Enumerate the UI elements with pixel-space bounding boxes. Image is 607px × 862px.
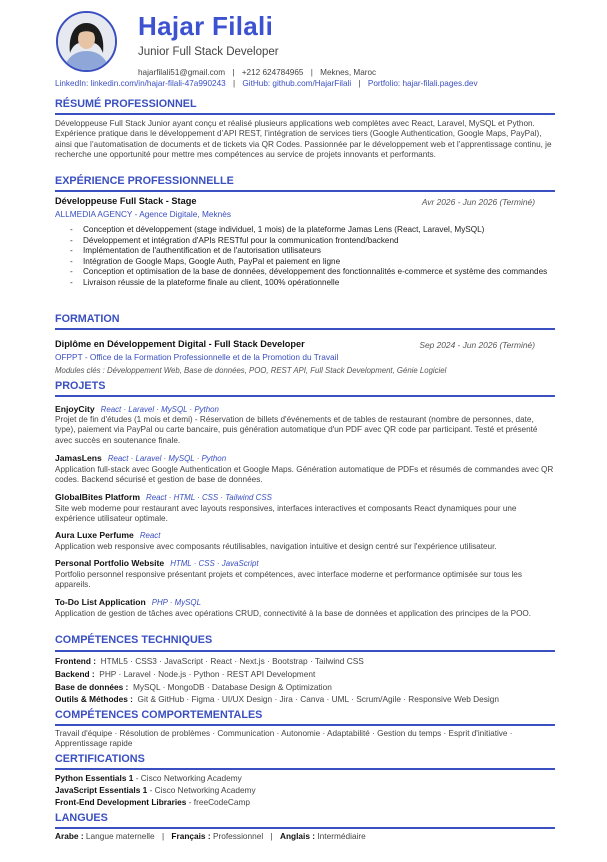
project-tags: React · Laravel · MySQL · Python (107, 454, 227, 463)
soft-skills-text: Travail d'équipe · Résolution de problèmes · Communication · Autonomie · Adaptabilité · Gestion du temps · Esprit d'initiative · Apprentissage rapide (55, 729, 513, 749)
section-divider (55, 768, 555, 770)
list-item: - Implémentation de l'authentification et de l'autorisation utilisateurs (55, 246, 555, 257)
certification-item: JavaScript Essentials 1 - Cisco Networking Academy (55, 785, 256, 795)
project-tags: PHP · MySQL (151, 598, 201, 607)
certifications-heading: CERTIFICATIONS (55, 753, 145, 765)
separator: | (358, 79, 361, 88)
certification-item: Front-End Development Libraries - freeCodeCamp (55, 797, 251, 807)
project-tags: React · Laravel · MySQL · Python (100, 405, 219, 414)
section-divider (55, 650, 555, 652)
portfolio-link[interactable]: Portfolio: hajar-filali.pages.dev (367, 79, 478, 88)
separator: | (232, 68, 235, 77)
section-divider (55, 827, 555, 829)
github-link[interactable]: GitHub: github.com/HajarFilali (242, 79, 352, 88)
experience-dates: Avr 2026 - Jun 2026 (Terminé) (421, 197, 535, 207)
education-keywords: Modules clés : Développement Web, Base de données, POO, REST API, Full Stack Development, Génie Logiciel (55, 366, 447, 375)
project-description: Application full-stack avec Google Authentication et Google Maps. Génération automatique de PDFs et résumés de commandes avec QR codes. Backend sécurisé et gestion de base de données. (55, 465, 554, 485)
experience-company: ALLMEDIA AGENCY - Agence Digitale, Meknès (55, 209, 232, 219)
project-title: JamasLens React · Laravel · MySQL · Python (55, 453, 227, 463)
languages-line: Arabe : Langue maternelle | Français : Professionnel | Anglais : Intermédiaire (55, 831, 366, 841)
project-tags: HTML · CSS · JavaScript (170, 559, 259, 568)
project-description: Portfolio personnel responsive présentant projets et compétences, avec interface moderne et performance optimisée sur tous les appareils. (55, 570, 522, 590)
candidate-name: Hajar Filali (138, 11, 274, 41)
project-description: Application web responsive avec composants réutilisables, navigation intuitive et design centré sur l'expérience utilisateur. (55, 542, 497, 551)
skills-row: Backend : PHP · Laravel · Node.js · Python · REST API Development (55, 669, 316, 679)
education-school: OFPPT - Office de la Formation Professionnelle et de la Promotion du Travail (55, 352, 339, 362)
section-divider (55, 190, 555, 192)
list-item: - Conception et optimisation de la base de données, développement des fonctionnalités e-commerce et système des commandes (55, 267, 555, 278)
section-divider (55, 724, 555, 726)
list-item: - Conception et développement (stage individuel, 1 mois) de la plateforme Jamas Lens (React, Laravel, MySQL) (55, 225, 555, 236)
projects-heading: PROJETS (55, 380, 106, 392)
education-heading: FORMATION (55, 313, 120, 325)
list-item: - Intégration de Google Maps, Google Auth, PayPal et paiement en ligne (55, 257, 555, 268)
project-title: Personal Portfolio Website HTML · CSS · JavaScript (55, 558, 259, 568)
section-divider (55, 328, 555, 330)
linkedin-link[interactable]: LinkedIn: linkedin.com/in/hajar-filali-47a990243 (55, 79, 226, 88)
education-dates: Sep 2024 - Jun 2026 (Terminé) (419, 340, 535, 350)
location: Meknes, Maroc (320, 68, 377, 77)
profile-photo (56, 11, 117, 72)
project-description: Projet de fin d'études (1 mois et demi) - Réservation de billets d'événements et de tables de restaurant (nombre de personnes, date, type), paiement via PayPal ou carte bancaire, puis génération automatique d'un PDF avec QR code par participant. Testé et présenté avec succès en soutenance finale. (55, 415, 538, 445)
phone[interactable]: +212 624784965 (241, 68, 304, 77)
skills-heading: COMPÉTENCES TECHNIQUES (55, 634, 213, 646)
skills-row: Base de données : MySQL · MongoDB · Database Design & Optimization (55, 682, 332, 692)
list-item: - Développement et intégration d'APIs RESTful pour la communication frontend/backend (55, 236, 555, 247)
contact-line (138, 68, 376, 77)
project-description: Site web moderne pour restaurant avec layouts responsives, interfaces interactives et composants React dynamiques pour une expérience utilisateur optimale. (55, 504, 517, 524)
project-tags: React · HTML · CSS · Tailwind CSS (146, 493, 272, 502)
skills-row: Outils & Méthodes : Git & GitHub · Figma · UI/UX Design · Jira · Canva · UML · Scrum/Agile · Responsive Web Design (55, 694, 500, 704)
separator: | (310, 68, 313, 77)
list-item: - Livraison réussie de la plateforme finale au client, 100% opérationnelle (55, 278, 555, 289)
project-title: EnjoyCity React · Laravel · MySQL · Python (55, 404, 219, 414)
job-title: Junior Full Stack Developer (138, 46, 279, 58)
skills-row: Frontend : HTML5 · CSS3 · JavaScript · React · Next.js · Bootstrap · Tailwind CSS (55, 656, 364, 666)
project-tags: React (139, 531, 161, 540)
summary-text: Développeuse Full Stack Junior ayant conçu et réalisé plusieurs applications web complètes avec React, Laravel, MySQL et Python. Expérience pratique dans le développement d’API REST, l’intégration de services tiers (Google Authentication, Google Maps, PayPal), ainsi que l’automatisation de documents et de tickets via QR Codes. Passionnée par le développement web et l’apprentissage continu, je recherche une opportunité pour mettre mes compétences au service de projets innovants et performants. (55, 119, 552, 160)
experience-bullets (55, 225, 555, 289)
section-divider (55, 395, 555, 397)
avatar-icon (58, 13, 115, 70)
project-description: Application de gestion de tâches avec opérations CRUD, connectivité à la base de données et application des principes de la POO. (55, 609, 532, 618)
summary-heading: RÉSUMÉ PROFESSIONNEL (55, 98, 197, 110)
section-divider (55, 113, 555, 115)
experience-heading: EXPÉRIENCE PROFESSIONNELLE (55, 175, 234, 187)
project-title: To-Do List Application PHP · MySQL (55, 597, 201, 607)
email[interactable]: hajarfilali51@gmail.com (138, 68, 226, 77)
links-line (55, 79, 478, 88)
languages-heading: LANGUES (55, 812, 108, 824)
education-degree: Diplôme en Développement Digital - Full Stack Developer (55, 339, 305, 349)
project-title: GlobalBites Platform React · HTML · CSS · Tailwind CSS (55, 492, 272, 502)
soft-skills-heading: COMPÉTENCES COMPORTEMENTALES (55, 709, 263, 721)
project-title: Aura Luxe Perfume React (55, 530, 161, 540)
separator: | (232, 79, 236, 88)
certification-item: Python Essentials 1 - Cisco Networking Academy (55, 773, 242, 783)
experience-job-title: Développeuse Full Stack - Stage (55, 196, 197, 206)
